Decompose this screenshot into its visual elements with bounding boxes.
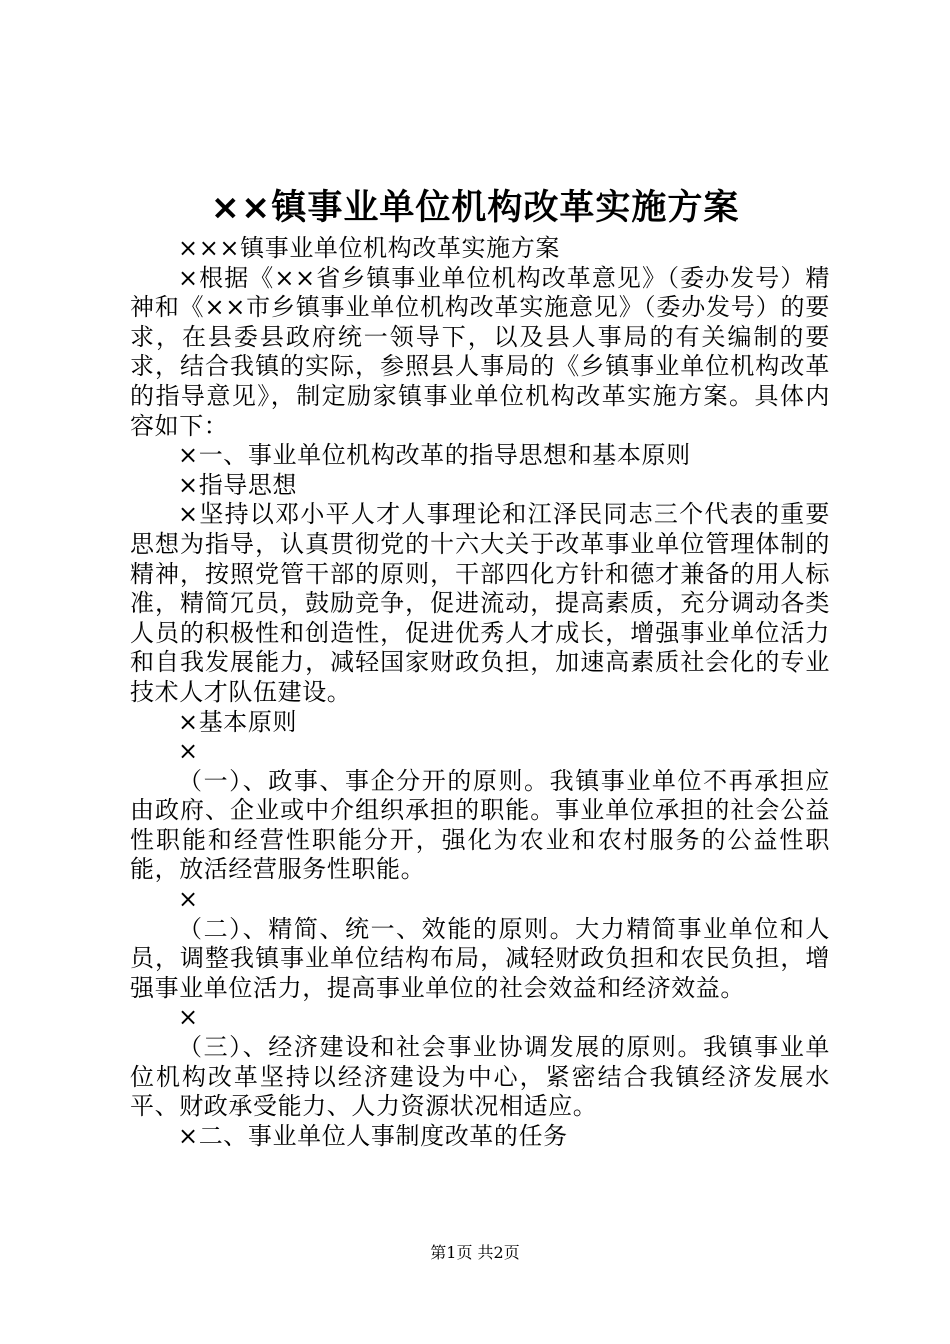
heading-basic-principles: ×基本原则 — [178, 707, 298, 736]
heading-guiding-thought: ×指导思想 — [178, 470, 298, 499]
page-number-footer: 第1页 共2页 — [430, 1243, 520, 1262]
heading-section-one: ×一、事业单位机构改革的指导思想和基本原则 — [178, 441, 691, 470]
paragraph-principle-two: （二）、精简、统一、效能的原则。大力精简事业单位和人员，调整我镇事业单位结构布局，减轻财政负担和农民负担，增强事业单位活力，提高事业单位的社会效益和经济效益。 — [130, 914, 830, 1002]
heading-section-two: ×二、事业单位人事制度改革的任务 — [178, 1121, 568, 1150]
document-body — [130, 234, 830, 1151]
document-title: ××镇事业单位机构改革实施方案 — [210, 188, 740, 228]
paragraph-principle-one: （一）、政事、事企分开的原则。我镇事业单位不再承担应由政府、企业或中介组织承担的职能。事业单位承担的社会公益性职能和经营性职能分开，强化为农业和农村服务的公益性职能，放活经营服务性职能。 — [130, 766, 830, 884]
paragraph-principle-three: （三）、经济建设和社会事业协调发展的原则。我镇事业单位机构改革坚持以经济建设为中心，紧密结合我镇经济发展水平、财政承受能力、人力资源状况相适应。 — [130, 1033, 830, 1121]
paragraph-marker: × — [178, 885, 199, 914]
paragraph-guiding-thought: ×坚持以邓小平人才人事理论和江泽民同志三个代表的重要思想为指导，认真贯彻党的十六大关于改革事业单位管理体制的精神，按照党管干部的原则，干部四化方针和德才兼备的用人标准，精简冗员，鼓励竞争，促进流动，提高素质，充分调动各类人员的积极性和创造性，促进优秀人才成长，增强事业单位活力和自我发展能力，减轻国家财政负担，加速高素质社会化的专业技术人才队伍建设。 — [130, 500, 830, 706]
paragraph-marker: × — [178, 737, 199, 766]
paragraph-intro: ×根据《××省乡镇事业单位机构改革意见》（委办发号）精神和《××市乡镇事业单位机构改革实施意见》（委办发号）的要求，在县委县政府统一领导下，以及县人事局的有关编制的要求，结合我镇的实际，参照县人事局的《乡镇事业单位机构改革的指导意见》，制定励家镇事业单位机构改革实施方案。具体内容如下： — [130, 263, 830, 440]
paragraph-subtitle: ×××镇事业单位机构改革实施方案 — [178, 234, 560, 262]
paragraph-marker: × — [178, 1003, 199, 1032]
